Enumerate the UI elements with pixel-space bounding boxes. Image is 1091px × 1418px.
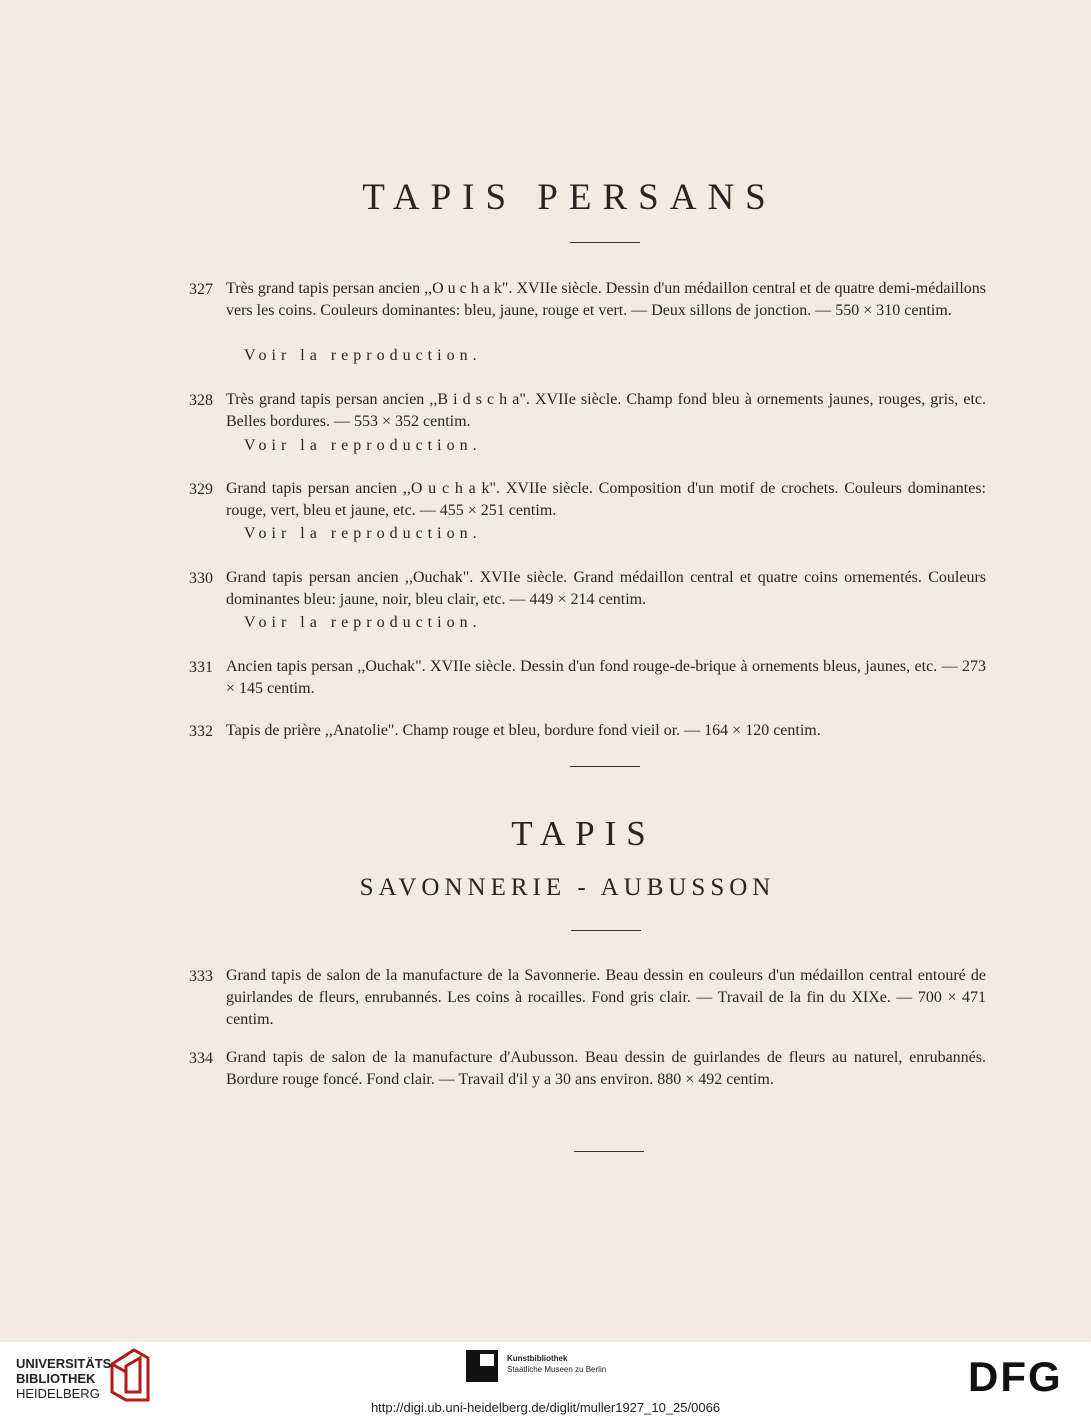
title-rule bbox=[571, 930, 641, 931]
lot-description: Grand tapis persan ancien ,,O u c h a k". XVIIe siècle. Composition d'un motif de crochets. Couleurs dominantes: rouge, vert, bleu et jaune, etc. — 455 × 251 centim. bbox=[226, 480, 986, 519]
lot-description: Grand tapis de salon de la manufacture d'Aubusson. Beau dessin de guirlandes de fleurs au naturel, enrubannés. Bordure rouge foncé. Fond clair. — Travail d'il y a 30 ans environ. 880 × 492 centim. bbox=[226, 1049, 986, 1088]
uni-line-3: HEIDELBERG bbox=[16, 1386, 100, 1401]
catalog-entry bbox=[189, 278, 986, 322]
catalog-entry bbox=[189, 478, 986, 522]
uni-line-2: BIBLIOTHEK bbox=[16, 1371, 96, 1386]
catalog-entry bbox=[189, 965, 986, 1031]
lot-number: 333 bbox=[189, 968, 213, 985]
catalog-entry bbox=[189, 1047, 986, 1091]
section-subtitle: SAVONNERIE - AUBUSSON bbox=[359, 874, 776, 901]
see-reproduction: Voir la reproduction. bbox=[244, 347, 482, 364]
kb-line-1: Kunstbibliothek bbox=[507, 1354, 568, 1363]
catalog-entry bbox=[189, 389, 986, 433]
catalog-entry bbox=[189, 656, 986, 700]
lot-description: Ancien tapis persan ,,Ouchak". XVIIe siècle. Dessin d'un fond rouge-de-brique à ornements bleus, jaunes, etc. — 273 × 145 centim. bbox=[226, 658, 986, 697]
end-rule bbox=[574, 1151, 644, 1152]
lot-number: 329 bbox=[189, 481, 213, 498]
uni-line-1: UNIVERSITÄTS- bbox=[16, 1356, 116, 1371]
lot-description: Tapis de prière ,,Anatolie". Champ rouge et bleu, bordure fond vieil or. — 164 × 120 centim. bbox=[226, 722, 821, 739]
kunstbibliothek-label bbox=[507, 1353, 606, 1375]
lot-number: 331 bbox=[189, 659, 213, 676]
section-rule bbox=[570, 766, 640, 767]
digitization-footer bbox=[0, 1342, 1091, 1418]
section-title-tapis-persans: TAPIS PERSANS bbox=[362, 177, 777, 218]
title-rule bbox=[570, 242, 640, 243]
lot-number: 334 bbox=[189, 1050, 213, 1067]
catalog-entry bbox=[189, 567, 986, 611]
see-reproduction: Voir la reproduction. bbox=[244, 614, 482, 631]
lot-number: 332 bbox=[189, 723, 213, 740]
lot-number: 327 bbox=[189, 281, 213, 298]
see-reproduction: Voir la reproduction. bbox=[244, 437, 482, 454]
kunstbibliothek-logo-icon bbox=[466, 1350, 498, 1382]
dfg-logo: DFG bbox=[968, 1353, 1063, 1400]
lot-description: Très grand tapis persan ancien ,,O u c h a k". XVIIe siècle. Dessin d'un médaillon central et de quatre demi-médaillons vers les coins. Couleurs dominantes: bleu, jaune, rouge et vert. — Deux sillons de jonction. — 550 × 310 centim. bbox=[226, 280, 986, 319]
lot-description: Grand tapis de salon de la manufacture de la Savonnerie. Beau dessin en couleurs d'un médaillon central entouré de guirlandes de fleurs, enrubannés. Les coins à rocailles. Fond gris clair. — Travail de la fin du XIXe. — 700 × 471 centim. bbox=[226, 967, 986, 1028]
lot-number: 328 bbox=[189, 392, 213, 409]
lot-description: Grand tapis persan ancien ,,Ouchak". XVIIe siècle. Grand médaillon central et quatre coins ornementés. Couleurs dominantes bleu: jaune, noir, bleu clair, etc. — 449 × 214 centim. bbox=[226, 569, 986, 608]
section-title-tapis: TAPIS bbox=[511, 814, 656, 853]
lot-description: Très grand tapis persan ancien ,,B i d s c h a". XVIIe siècle. Champ fond bleu à ornements jaunes, rouges, gris, etc. Belles bordures. — 553 × 352 centim. bbox=[226, 391, 986, 430]
lot-number: 330 bbox=[189, 570, 213, 587]
heidelberg-seal-icon bbox=[108, 1346, 154, 1404]
permalink-url[interactable]: http://digi.ub.uni-heidelberg.de/diglit/muller1927_10_25/0066 bbox=[370, 1400, 721, 1415]
see-reproduction: Voir la reproduction. bbox=[244, 525, 482, 542]
university-library-logo[interactable] bbox=[16, 1356, 116, 1401]
kb-line-2: Staatliche Museen zu Berlin bbox=[507, 1365, 607, 1374]
catalog-entry bbox=[189, 720, 986, 742]
